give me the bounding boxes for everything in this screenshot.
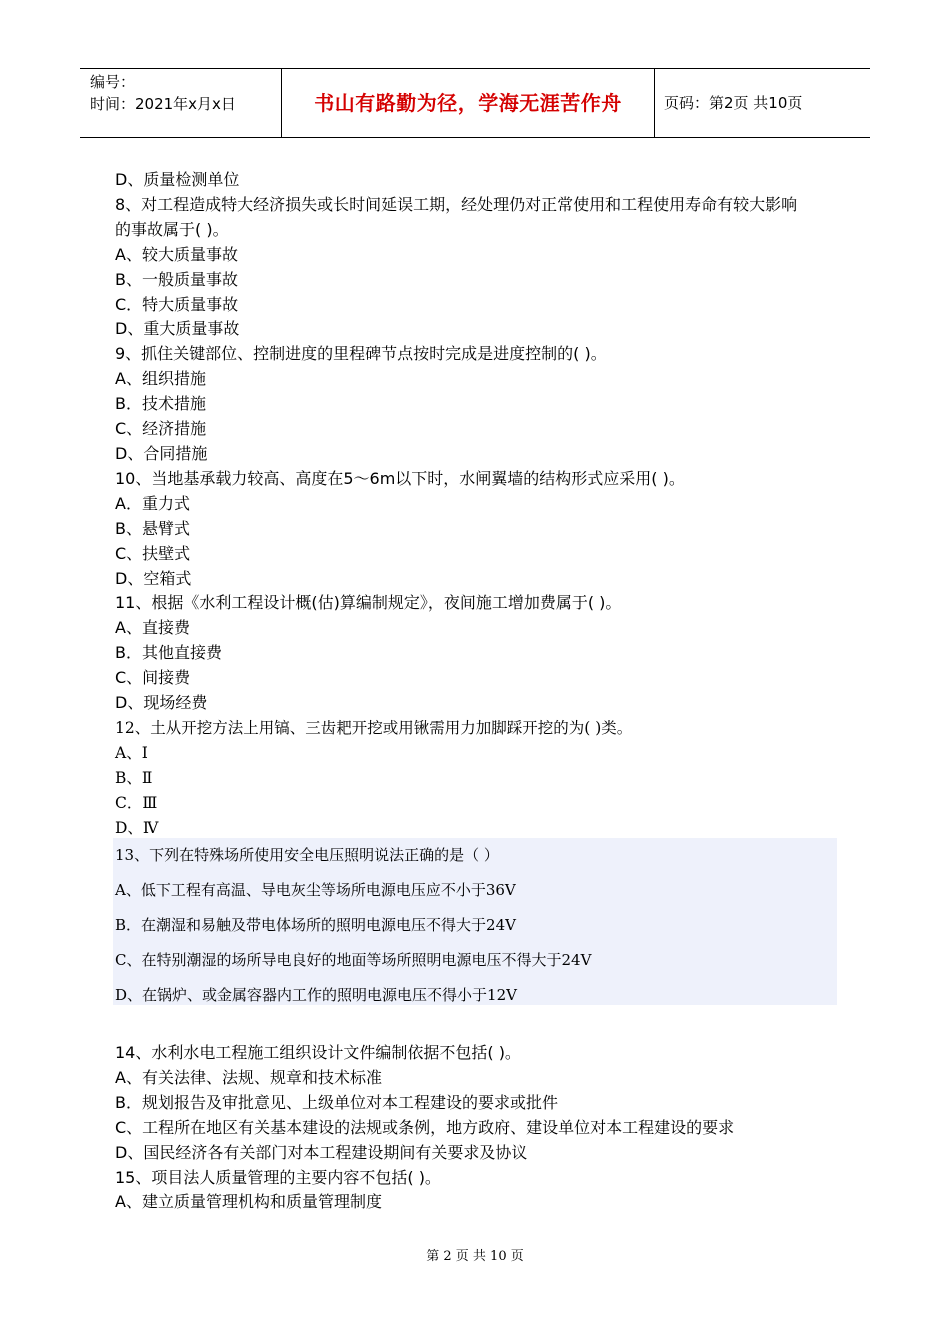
text-line: 13、下列在特殊场所使用安全电压照明说法正确的是（ ）	[115, 846, 499, 864]
text-line: C、经济措施	[115, 419, 207, 439]
text-line: A、较大质量事故	[115, 244, 238, 264]
text-line: D、空箱式	[115, 568, 192, 588]
text-line: 的事故属于( )。	[115, 219, 229, 239]
text-line: 11、根据《水利工程设计概(估)算编制规定》，夜间施工增加费属于( )。	[115, 593, 622, 613]
document-body	[115, 168, 855, 840]
text-line: A、直接费	[115, 618, 190, 638]
text-line: B、Ⅱ	[115, 768, 153, 787]
text-line: D、质量检测单位	[115, 170, 240, 189]
text-line: B．其他直接费	[115, 643, 222, 663]
text-line: 12、土从开挖方法上用镐、三齿耙开挖或用锹需用力加脚踩开挖的为( )类。	[115, 718, 633, 737]
text-line: C．特大质量事故	[115, 294, 239, 314]
text-line: 10、当地基承载力较高、高度在5～6m以下时，水闸翼墙的结构形式应采用( )。	[115, 468, 685, 488]
text-line: 8、对工程造成特大经济损失或长时间延误工期，经处理仍对正常使用和工程使用寿命有较大影响	[115, 194, 798, 214]
document-date-label: 时间：2021年x月x日	[90, 95, 236, 113]
text-line: C、扶壁式	[115, 543, 191, 563]
header-motto: 书山有路勤为径，学海无涯苦作舟	[314, 91, 622, 115]
text-line: B．技术措施	[115, 394, 206, 414]
text-line: A、建立质量管理机构和质量管理制度	[115, 1192, 382, 1212]
text-line: B、悬臂式	[115, 518, 190, 538]
text-line: 14、水利水电工程施工组织设计文件编制依据不包括( )。	[115, 1043, 521, 1062]
text-line: C、间接费	[115, 668, 191, 688]
text-line: B．在潮湿和易触及带电体场所的照明电源电压不得大于24V	[115, 916, 516, 934]
header-page-info: 页码：第2页 共10页	[664, 94, 803, 112]
question-block-b	[115, 716, 855, 841]
text-line: D、在锅炉、或金属容器内工作的照明电源电压不得小于12V	[115, 986, 517, 1004]
text-line: D、重大质量事故	[115, 319, 240, 339]
text-line: A．重力式	[115, 493, 190, 513]
text-line: D、合同措施	[115, 443, 208, 463]
text-line: D、Ⅳ	[115, 818, 159, 837]
question-block-c	[115, 1041, 855, 1215]
document-number-label: 编号：	[90, 73, 136, 91]
text-line: 9、抓住关键部位、控制进度的里程碑节点按时完成是进度控制的( )。	[115, 344, 607, 364]
text-line: C、在特别潮湿的场所导电良好的地面等场所照明电源电压不得大于24V	[115, 951, 592, 969]
text-line: D、国民经济各有关部门对本工程建设期间有关要求及协议	[115, 1142, 528, 1162]
page-header	[80, 68, 870, 138]
text-line: A、组织措施	[115, 369, 206, 389]
text-line: D、现场经费	[115, 693, 208, 713]
text-line: C．Ⅲ	[115, 793, 158, 812]
question-block-a	[115, 168, 855, 716]
header-meta-cell	[80, 69, 282, 137]
text-line: A、低下工程有高温、导电灰尘等场所电源电压应不小于36V	[115, 881, 516, 899]
shaded-question-block	[113, 838, 837, 1005]
text-line: 15、项目法人质量管理的主要内容不包括( )。	[115, 1167, 441, 1187]
text-line: C、工程所在地区有关基本建设的法规或条例，地方政府、建设单位对本工程建设的要求	[115, 1117, 735, 1137]
text-line: A、有关法律、法规、规章和技术标准	[115, 1067, 382, 1087]
header-motto-cell	[282, 69, 655, 137]
text-line: A、Ⅰ	[115, 743, 148, 762]
page-footer: 第 2 页 共 10 页	[426, 1249, 524, 1264]
text-line: B、一般质量事故	[115, 269, 238, 289]
header-page-cell	[656, 69, 870, 137]
text-line: B．规划报告及审批意见、上级单位对本工程建设的要求或批件	[115, 1092, 558, 1112]
